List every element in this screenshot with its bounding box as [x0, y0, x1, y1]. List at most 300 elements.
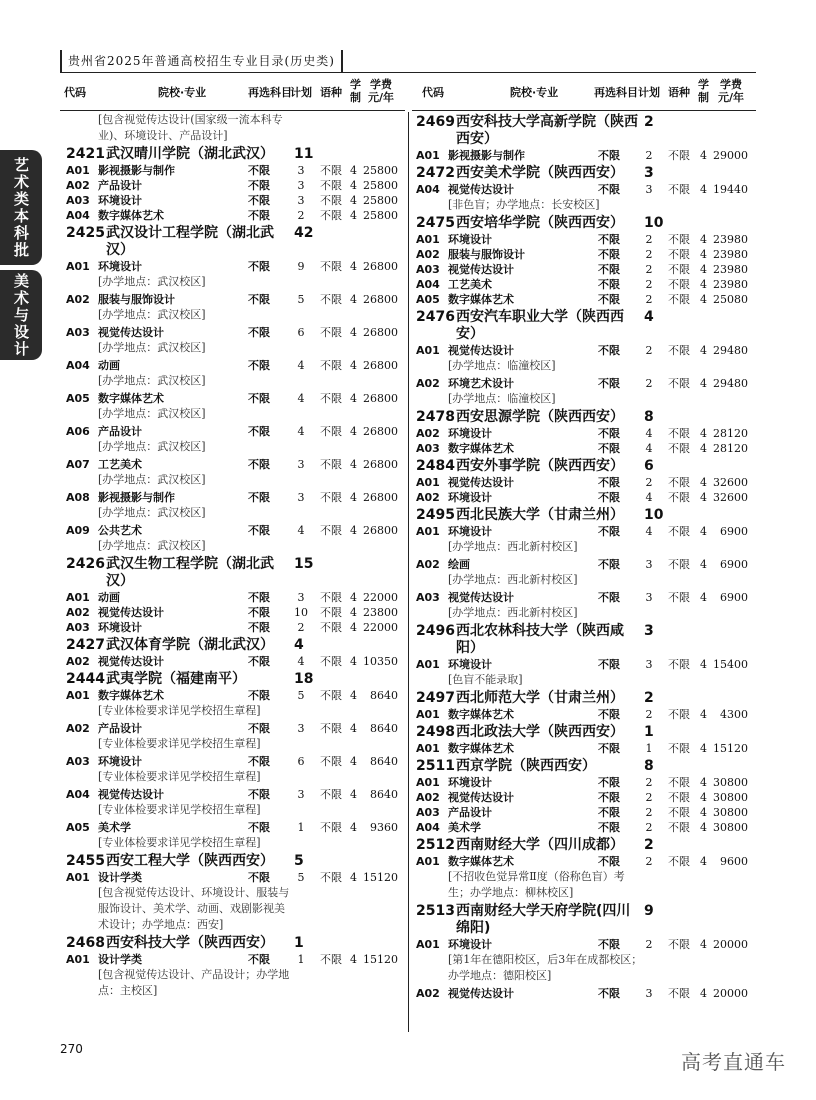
major-plan: 4 — [645, 525, 653, 538]
major-plan: 2 — [645, 776, 653, 789]
major-name: 环境设计 — [98, 260, 142, 273]
major-row — [66, 654, 406, 669]
major-code: A01 — [416, 708, 440, 721]
major-name: 环境艺术设计 — [448, 377, 514, 390]
watermark: 高考直通车 — [681, 1050, 786, 1074]
major-row — [66, 490, 406, 505]
major-years: 4 — [350, 953, 357, 966]
major-fee: 30800 — [713, 806, 748, 819]
school-plan-total: 1 — [644, 724, 654, 740]
major-row — [416, 775, 756, 790]
school-plan-total: 9 — [644, 903, 654, 919]
major-plan: 2 — [645, 938, 653, 951]
major-years: 4 — [700, 776, 707, 789]
major-note: [办学地点：西北新村校区] — [448, 573, 578, 586]
major-reselect: 不限 — [598, 149, 620, 162]
major-fee: 26800 — [363, 260, 398, 273]
major-name: 服装与服饰设计 — [448, 248, 525, 261]
school-code: 2469 — [416, 114, 455, 130]
major-note: [办学地点：武汉校区] — [98, 440, 206, 453]
major-note: [专业体检要求详见学校招生章程] — [98, 770, 261, 783]
school-name: 西南财经大学天府学院(四川绵阳) — [456, 903, 631, 936]
major-fee: 25800 — [363, 194, 398, 207]
major-reselect: 不限 — [248, 164, 270, 177]
major-reselect: 不限 — [248, 260, 270, 273]
major-lang: 不限 — [668, 149, 690, 162]
major-code: A04 — [66, 209, 90, 222]
school-code: 2495 — [416, 507, 455, 523]
major-reselect: 不限 — [248, 821, 270, 834]
major-fee: 4300 — [720, 708, 748, 721]
major-plan: 3 — [645, 558, 653, 571]
major-code: A02 — [66, 179, 90, 192]
major-row — [66, 193, 406, 208]
major-years: 4 — [700, 708, 707, 721]
major-reselect: 不限 — [248, 621, 270, 634]
school-name: 武汉生物工程学院（湖北武汉） — [106, 556, 274, 589]
major-name: 数字媒体艺术 — [448, 293, 514, 306]
major-reselect: 不限 — [598, 821, 620, 834]
school-code: 2496 — [416, 623, 455, 639]
school-name: 西安科技大学高新学院（陕西西安） — [456, 114, 638, 147]
major-plan: 3 — [297, 491, 305, 504]
major-row — [66, 688, 406, 703]
major-row — [416, 475, 756, 490]
major-fee: 30800 — [713, 791, 748, 804]
school-name: 武夷学院（福建南平） — [106, 671, 246, 687]
major-note: [办学地点：武汉校区] — [98, 275, 206, 288]
major-fee: 32600 — [713, 476, 748, 489]
major-lang: 不限 — [668, 344, 690, 357]
major-fee: 32600 — [713, 491, 748, 504]
school-name: 武汉体育学院（湖北武汉） — [106, 637, 274, 653]
major-row — [416, 590, 756, 605]
major-name: 服装与服饰设计 — [98, 293, 175, 306]
major-code: A03 — [416, 591, 440, 604]
page-number: 270 — [60, 1042, 83, 1056]
column-divider — [408, 112, 409, 1032]
school-code: 2484 — [416, 458, 455, 474]
major-years: 4 — [350, 871, 357, 884]
major-lang: 不限 — [320, 655, 342, 668]
major-lang: 不限 — [668, 427, 690, 440]
major-name: 环境设计 — [448, 491, 492, 504]
major-fee: 29480 — [713, 377, 748, 390]
major-reselect: 不限 — [598, 525, 620, 538]
school-heading — [416, 458, 756, 475]
major-row — [416, 292, 756, 307]
major-reselect: 不限 — [248, 953, 270, 966]
major-row — [66, 208, 406, 223]
major-row — [416, 343, 756, 358]
major-fee: 23980 — [713, 233, 748, 246]
major-years: 4 — [700, 658, 707, 671]
major-fee: 19440 — [713, 183, 748, 196]
school-name: 西安外事学院（陕西西安） — [456, 458, 624, 474]
school-heading — [66, 225, 406, 259]
major-plan: 5 — [297, 871, 305, 884]
school-name: 武汉设计工程学院（湖北武汉） — [106, 225, 274, 258]
major-code: A03 — [66, 326, 90, 339]
school-heading — [416, 309, 756, 343]
major-code: A03 — [66, 194, 90, 207]
major-reselect: 不限 — [598, 806, 620, 819]
school-code: 2468 — [66, 935, 105, 951]
major-lang: 不限 — [320, 788, 342, 801]
major-lang: 不限 — [668, 293, 690, 306]
major-name: 视觉传达设计 — [448, 344, 514, 357]
major-plan: 2 — [645, 708, 653, 721]
major-name: 影视摄影与制作 — [98, 491, 175, 504]
major-plan: 3 — [645, 658, 653, 671]
major-note: [办学地点：武汉校区] — [98, 374, 206, 387]
major-code: A02 — [416, 791, 440, 804]
major-row — [66, 424, 406, 439]
major-code: A05 — [416, 293, 440, 306]
school-heading — [416, 837, 756, 854]
col-school-major: 院校·专业 — [158, 86, 207, 99]
major-reselect: 不限 — [598, 987, 620, 1000]
major-lang: 不限 — [320, 359, 342, 372]
major-note: [办学地点：临潼校区] — [448, 392, 556, 405]
major-name: 动画 — [98, 591, 120, 604]
major-code: A01 — [66, 260, 90, 273]
major-lang: 不限 — [668, 263, 690, 276]
major-row — [416, 741, 756, 756]
major-name: 环境设计 — [98, 621, 142, 634]
major-code: A02 — [416, 558, 440, 571]
major-years: 4 — [350, 179, 357, 192]
school-code: 2498 — [416, 724, 455, 740]
header-rule — [60, 72, 756, 73]
school-code: 2478 — [416, 409, 455, 425]
major-row — [416, 557, 756, 572]
major-reselect: 不限 — [248, 491, 270, 504]
major-reselect: 不限 — [248, 194, 270, 207]
school-plan-total: 6 — [644, 458, 654, 474]
major-row — [66, 787, 406, 802]
school-plan-total: 10 — [644, 215, 664, 231]
col-fee: 学费 元/年 — [718, 78, 745, 104]
school-name: 西南财经大学（四川成都） — [456, 837, 624, 853]
major-years: 4 — [350, 689, 357, 702]
major-reselect: 不限 — [598, 855, 620, 868]
school-code: 2427 — [66, 637, 105, 653]
major-reselect: 不限 — [598, 742, 620, 755]
major-reselect: 不限 — [248, 392, 270, 405]
major-lang: 不限 — [320, 458, 342, 471]
major-name: 数字媒体艺术 — [98, 689, 164, 702]
major-code: A01 — [416, 476, 440, 489]
major-plan: 2 — [645, 293, 653, 306]
major-lang: 不限 — [668, 278, 690, 291]
school-heading — [416, 623, 756, 657]
major-code: A04 — [66, 788, 90, 801]
major-years: 4 — [350, 359, 357, 372]
major-fee: 15120 — [363, 953, 398, 966]
major-code: A08 — [66, 491, 90, 504]
major-name: 环境设计 — [448, 427, 492, 440]
major-plan: 3 — [645, 987, 653, 1000]
major-years: 4 — [350, 209, 357, 222]
page-header-title: 贵州省2025年普通高校招生专业目录(历史类) — [60, 50, 343, 72]
major-years: 4 — [700, 476, 707, 489]
major-plan: 2 — [645, 149, 653, 162]
major-lang: 不限 — [668, 776, 690, 789]
major-lang: 不限 — [320, 871, 342, 884]
school-code: 2444 — [66, 671, 105, 687]
school-heading — [416, 507, 756, 524]
major-fee: 29480 — [713, 344, 748, 357]
major-lang: 不限 — [320, 179, 342, 192]
major-name: 动画 — [98, 359, 120, 372]
major-reselect: 不限 — [598, 263, 620, 276]
col-years: 学 制 — [698, 78, 709, 104]
major-code: A03 — [66, 755, 90, 768]
major-plan: 3 — [297, 788, 305, 801]
major-reselect: 不限 — [248, 606, 270, 619]
major-years: 4 — [700, 821, 707, 834]
major-reselect: 不限 — [598, 293, 620, 306]
major-years: 4 — [350, 392, 357, 405]
major-lang: 不限 — [320, 194, 342, 207]
major-row — [416, 937, 756, 952]
major-years: 4 — [700, 377, 707, 390]
school-plan-total: 2 — [644, 114, 654, 130]
major-reselect: 不限 — [598, 938, 620, 951]
major-row — [66, 754, 406, 769]
major-lang: 不限 — [320, 606, 342, 619]
major-code: A02 — [66, 655, 90, 668]
major-reselect: 不限 — [598, 476, 620, 489]
major-reselect: 不限 — [598, 183, 620, 196]
major-years: 4 — [700, 742, 707, 755]
major-name: 视觉传达设计 — [448, 987, 514, 1000]
major-years: 4 — [350, 655, 357, 668]
col-school-major: 院校·专业 — [510, 86, 559, 99]
major-lang: 不限 — [320, 689, 342, 702]
major-code: A05 — [66, 392, 90, 405]
major-note: [办学地点：武汉校区] — [98, 539, 206, 552]
major-reselect: 不限 — [248, 871, 270, 884]
major-lang: 不限 — [668, 708, 690, 721]
major-lang: 不限 — [320, 755, 342, 768]
major-lang: 不限 — [668, 525, 690, 538]
school-heading — [416, 724, 756, 741]
school-heading — [416, 215, 756, 232]
major-row — [66, 259, 406, 274]
school-name: 西安工程大学（陕西西安） — [106, 853, 274, 869]
major-plan: 2 — [645, 821, 653, 834]
major-lang: 不限 — [668, 558, 690, 571]
school-code: 2421 — [66, 146, 105, 162]
major-reselect: 不限 — [248, 689, 270, 702]
major-row — [66, 952, 406, 967]
school-plan-total: 15 — [294, 556, 314, 572]
major-plan: 2 — [645, 248, 653, 261]
major-reselect: 不限 — [248, 655, 270, 668]
major-code: A03 — [416, 806, 440, 819]
major-row — [66, 620, 406, 635]
school-code: 2425 — [66, 225, 105, 241]
school-plan-total: 5 — [294, 853, 304, 869]
school-heading — [66, 935, 406, 952]
major-name: 视觉传达设计 — [98, 788, 164, 801]
major-lang: 不限 — [668, 658, 690, 671]
major-fee: 26800 — [363, 359, 398, 372]
major-note: [办学地点：武汉校区] — [98, 473, 206, 486]
major-name: 视觉传达设计 — [98, 606, 164, 619]
major-row — [66, 358, 406, 373]
major-note: [非色盲；办学地点：长安校区] — [448, 198, 600, 211]
major-name: 环境设计 — [448, 938, 492, 951]
major-row — [416, 262, 756, 277]
major-code: A09 — [66, 524, 90, 537]
major-row — [416, 707, 756, 722]
major-code: A01 — [416, 938, 440, 951]
major-code: A04 — [416, 183, 440, 196]
school-plan-total: 4 — [644, 309, 654, 325]
major-reselect: 不限 — [598, 776, 620, 789]
major-name: 环境设计 — [98, 755, 142, 768]
major-code: A02 — [416, 248, 440, 261]
school-code: 2475 — [416, 215, 455, 231]
school-plan-total: 1 — [294, 935, 304, 951]
school-heading — [66, 146, 406, 163]
school-plan-total: 8 — [644, 409, 654, 425]
major-code: A02 — [66, 722, 90, 735]
major-name: 影视摄影与制作 — [98, 164, 175, 177]
school-name: 西北政法大学（陕西西安） — [456, 724, 624, 740]
major-lang: 不限 — [320, 621, 342, 634]
major-plan: 2 — [645, 377, 653, 390]
school-plan-total: 2 — [644, 690, 654, 706]
major-code: A05 — [66, 821, 90, 834]
school-name: 西安科技大学（陕西西安） — [106, 935, 274, 951]
major-fee: 25800 — [363, 209, 398, 222]
major-lang: 不限 — [668, 377, 690, 390]
major-fee: 26800 — [363, 458, 398, 471]
school-name: 西北农林科技大学（陕西咸阳） — [456, 623, 624, 656]
major-years: 4 — [700, 149, 707, 162]
major-row — [66, 820, 406, 835]
major-fee: 28120 — [713, 442, 748, 455]
major-row — [66, 605, 406, 620]
major-reselect: 不限 — [248, 326, 270, 339]
major-code: A01 — [416, 149, 440, 162]
major-plan: 4 — [297, 655, 305, 668]
col-lang: 语种 — [668, 86, 690, 99]
major-fee: 23980 — [713, 248, 748, 261]
major-years: 4 — [350, 326, 357, 339]
school-plan-total: 4 — [294, 637, 304, 653]
school-heading — [66, 671, 406, 688]
major-code: A03 — [66, 621, 90, 634]
major-row — [66, 292, 406, 307]
major-reselect: 不限 — [248, 524, 270, 537]
major-plan: 5 — [297, 293, 305, 306]
major-plan: 1 — [297, 953, 305, 966]
major-row — [416, 182, 756, 197]
major-code: A02 — [416, 987, 440, 1000]
major-name: 工艺美术 — [98, 458, 142, 471]
major-plan: 3 — [297, 194, 305, 207]
major-plan: 2 — [297, 621, 305, 634]
major-reselect: 不限 — [248, 359, 270, 372]
left-listing-column — [66, 112, 406, 1001]
major-name: 环境设计 — [448, 658, 492, 671]
major-code: A06 — [66, 425, 90, 438]
major-name: 美术学 — [98, 821, 131, 834]
column-header-left — [60, 78, 405, 110]
major-code: A01 — [416, 658, 440, 671]
major-fee: 15120 — [363, 871, 398, 884]
major-years: 4 — [350, 606, 357, 619]
major-name: 环境设计 — [448, 776, 492, 789]
major-name: 设计学类 — [98, 871, 142, 884]
major-fee: 8640 — [370, 722, 398, 735]
major-name: 环境设计 — [98, 194, 142, 207]
school-plan-total: 2 — [644, 837, 654, 853]
school-name: 西京学院（陕西西安） — [456, 758, 596, 774]
major-reselect: 不限 — [248, 788, 270, 801]
major-code: A02 — [66, 606, 90, 619]
school-code: 2512 — [416, 837, 455, 853]
major-lang: 不限 — [320, 524, 342, 537]
school-heading — [416, 114, 756, 148]
major-name: 视觉传达设计 — [448, 263, 514, 276]
major-plan: 1 — [297, 821, 305, 834]
major-years: 4 — [700, 233, 707, 246]
major-fee: 6900 — [720, 558, 748, 571]
school-heading — [416, 409, 756, 426]
major-reselect: 不限 — [598, 233, 620, 246]
major-plan: 6 — [297, 326, 305, 339]
major-lang: 不限 — [668, 183, 690, 196]
major-code: A07 — [66, 458, 90, 471]
major-code: A01 — [66, 164, 90, 177]
major-row — [416, 805, 756, 820]
major-years: 4 — [350, 458, 357, 471]
major-note: [不招收色觉异常Ⅱ度（俗称色盲）考生；办学地点：柳林校区] — [448, 870, 625, 899]
school-heading — [416, 165, 756, 182]
school-plan-total: 3 — [644, 165, 654, 181]
major-code: A01 — [66, 591, 90, 604]
major-lang: 不限 — [668, 806, 690, 819]
school-code: 2455 — [66, 853, 105, 869]
major-code: A04 — [416, 821, 440, 834]
major-lang: 不限 — [320, 164, 342, 177]
major-lang: 不限 — [320, 209, 342, 222]
major-plan: 4 — [297, 392, 305, 405]
major-plan: 4 — [297, 425, 305, 438]
major-plan: 2 — [645, 476, 653, 489]
school-code: 2513 — [416, 903, 455, 919]
major-name: 视觉传达设计 — [448, 791, 514, 804]
major-lang: 不限 — [668, 791, 690, 804]
major-name: 数字媒体艺术 — [448, 855, 514, 868]
column-rule-right — [412, 110, 756, 111]
major-row — [66, 590, 406, 605]
major-code: A04 — [66, 359, 90, 372]
major-reselect: 不限 — [248, 293, 270, 306]
major-years: 4 — [350, 755, 357, 768]
major-name: 产品设计 — [98, 179, 142, 192]
school-heading — [66, 556, 406, 590]
col-years: 学 制 — [350, 78, 361, 104]
major-row — [416, 790, 756, 805]
major-years: 4 — [350, 821, 357, 834]
